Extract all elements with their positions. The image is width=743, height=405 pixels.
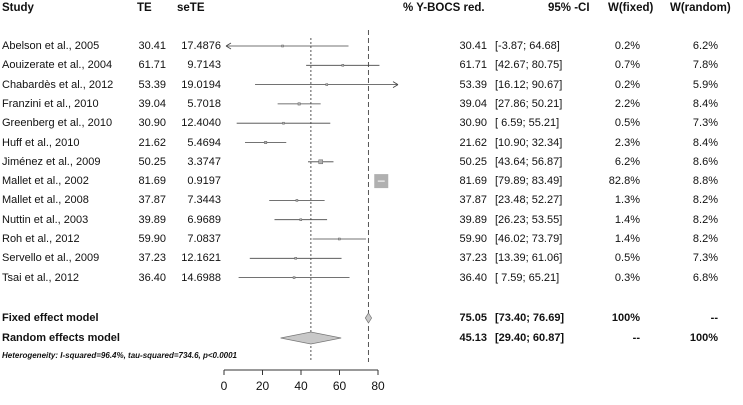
study-square [342, 64, 344, 66]
weight-fixed: 1.3% [614, 194, 640, 207]
study-square [319, 160, 323, 164]
sete-value: 7.3443 [187, 194, 221, 207]
study-square [295, 257, 297, 259]
summary-label: Random effects model [2, 332, 120, 344]
estimate-value: 59.90 [459, 233, 487, 245]
weight-random: 6.2% [692, 40, 718, 52]
te-value: 30.90 [138, 117, 166, 130]
summary-ci: [73.40; 76.69] [495, 312, 565, 324]
summary-weight-fixed: -- [632, 332, 640, 344]
study-name: Chabardès et al., 2012 [2, 78, 114, 91]
estimate-value: 30.90 [459, 117, 487, 130]
te-value: 30.41 [138, 40, 166, 52]
x-axis-tick-label: 0 [220, 379, 228, 393]
study-name: Nuttin et al., 2003 [2, 213, 89, 226]
sete-value: 17.4876 [181, 40, 221, 52]
te-value: 53.39 [138, 78, 166, 91]
ci-value: [46.02; 73.79] [495, 233, 563, 245]
summary-weight-random: -- [710, 312, 718, 324]
weight-random: 8.4% [692, 97, 718, 110]
sete-value: 6.9689 [187, 213, 221, 226]
weight-random: 8.4% [692, 136, 718, 149]
sete-value: 12.4040 [181, 117, 221, 130]
weight-fixed: 2.2% [614, 97, 640, 110]
estimate-value: 21.62 [459, 136, 487, 149]
te-value: 81.69 [138, 175, 166, 188]
ci-value: [42.67; 80.75] [495, 59, 563, 72]
study-name: Huff et al., 2010 [2, 136, 80, 149]
sete-value: 12.1621 [181, 252, 221, 265]
ci-value: [79.89; 83.49] [495, 175, 563, 188]
weight-random: 8.6% [692, 155, 718, 168]
study-name: Franzini et al., 2010 [2, 97, 99, 110]
weight-random: 6.8% [692, 271, 718, 284]
study-name: Abelson et al., 2005 [2, 40, 100, 52]
te-value: 36.40 [138, 271, 166, 284]
estimate-value: 36.40 [459, 271, 487, 284]
sete-value: 14.6988 [181, 271, 221, 284]
weight-random: 7.3% [692, 117, 718, 130]
study-name: Tsai et al., 2012 [2, 271, 80, 284]
te-value: 61.71 [138, 59, 166, 72]
summary-estimate: 45.13 [459, 332, 487, 344]
study-name: Jiménez et al., 2009 [2, 155, 101, 168]
weight-random: 8.2% [692, 194, 718, 207]
estimate-value: 30.41 [459, 40, 487, 52]
weight-fixed: 0.2% [614, 78, 640, 91]
estimate-value: 61.71 [459, 59, 487, 72]
weight-random: 5.9% [692, 78, 718, 91]
estimate-value: 53.39 [459, 78, 487, 91]
study-name: Aouizerate et al., 2004 [2, 59, 113, 72]
study-name: Servello et al., 2009 [2, 252, 100, 265]
weight-random: 8.2% [692, 213, 718, 226]
weight-fixed: 2.3% [614, 136, 640, 149]
weight-fixed: 0.5% [614, 117, 640, 130]
x-axis-tick-label: 80 [371, 379, 385, 393]
header-te: TE [137, 2, 152, 14]
study-name: Roh et al., 2012 [2, 233, 80, 245]
ci-value: [16.12; 90.67] [495, 78, 563, 91]
estimate-value: 37.23 [459, 252, 487, 265]
summary-weight-random: 100% [689, 332, 718, 344]
te-value: 37.23 [138, 252, 166, 265]
x-axis-tick-label: 40 [294, 379, 308, 393]
te-value: 21.62 [138, 136, 166, 149]
weight-random: 8.2% [692, 233, 718, 245]
te-value: 59.90 [138, 233, 166, 245]
te-value: 39.04 [138, 97, 166, 110]
sete-value: 5.7018 [187, 97, 221, 110]
weight-fixed: 1.4% [614, 213, 640, 226]
header-wfixed: W(fixed) [608, 2, 654, 14]
study-square [298, 103, 300, 105]
estimate-value: 37.87 [459, 194, 487, 207]
ci-value: [13.39; 61.06] [495, 252, 563, 265]
ci-value: [23.48; 52.27] [495, 194, 563, 207]
study-name: Mallet et al., 2002 [2, 175, 89, 188]
ci-value: [43.64; 56.87] [495, 155, 563, 168]
header-measure: % Y-BOCS red. [403, 2, 485, 14]
study-square [300, 219, 302, 221]
estimate-value: 50.25 [459, 155, 487, 168]
weight-random: 7.8% [692, 59, 718, 72]
weight-fixed: 1.4% [614, 233, 640, 245]
x-axis-tick-label: 60 [332, 379, 347, 393]
random-effects-diamond [281, 332, 342, 344]
te-value: 39.89 [138, 213, 166, 226]
x-axis-tick-label: 20 [255, 379, 270, 393]
ci-value: [-3.87; 64.68] [495, 40, 560, 52]
ci-value: [ 6.59; 55.21] [495, 117, 560, 130]
ci-value: [10.90; 32.34] [495, 136, 563, 149]
weight-fixed: 0.5% [614, 252, 640, 265]
fixed-effect-diamond [365, 313, 371, 323]
estimate-value: 81.69 [459, 175, 487, 188]
estimate-value: 39.89 [459, 213, 487, 226]
summary-label: Fixed effect model [2, 312, 99, 324]
summary-weight-fixed: 100% [611, 312, 640, 324]
study-square [264, 141, 266, 143]
study-square [282, 45, 284, 47]
weight-fixed: 82.8% [608, 175, 640, 188]
study-square [282, 122, 284, 124]
weight-random: 7.3% [692, 252, 718, 265]
header-study: Study [2, 2, 34, 14]
summary-estimate: 75.05 [459, 312, 487, 324]
study-square [338, 238, 340, 240]
estimate-value: 39.04 [459, 97, 487, 110]
weight-random: 8.8% [692, 175, 718, 188]
sete-value: 3.3747 [187, 155, 221, 168]
ci-value: [ 7.59; 65.21] [495, 271, 560, 284]
header-wrandom: W(random) [670, 2, 731, 14]
study-square [293, 277, 295, 279]
summary-ci: [29.40; 60.87] [495, 332, 565, 344]
ci-value: [27.86; 50.21] [495, 97, 563, 110]
te-value: 50.25 [138, 155, 166, 168]
header-sete: seTE [177, 2, 205, 14]
header-ci: 95% -CI [548, 2, 590, 14]
sete-value: 9.7143 [187, 59, 221, 72]
sete-value: 7.0837 [187, 233, 221, 245]
study-name: Mallet et al., 2008 [2, 194, 89, 207]
te-value: 37.87 [138, 194, 166, 207]
weight-fixed: 0.2% [614, 40, 640, 52]
study-square [296, 199, 298, 201]
sete-value: 5.4694 [187, 136, 221, 149]
study-name: Greenberg et al., 2010 [2, 117, 113, 130]
heterogeneity-footnote: Heterogeneity: I-squared=96.4%, tau-squared=734.6, p<0.0001 [2, 351, 237, 360]
weight-fixed: 0.7% [614, 59, 640, 72]
sete-value: 19.0194 [181, 78, 221, 91]
ci-value: [26.23; 53.55] [495, 213, 563, 226]
weight-fixed: 0.3% [614, 271, 640, 284]
study-square [326, 84, 328, 86]
weight-fixed: 6.2% [614, 155, 640, 168]
sete-value: 0.9197 [187, 175, 221, 188]
